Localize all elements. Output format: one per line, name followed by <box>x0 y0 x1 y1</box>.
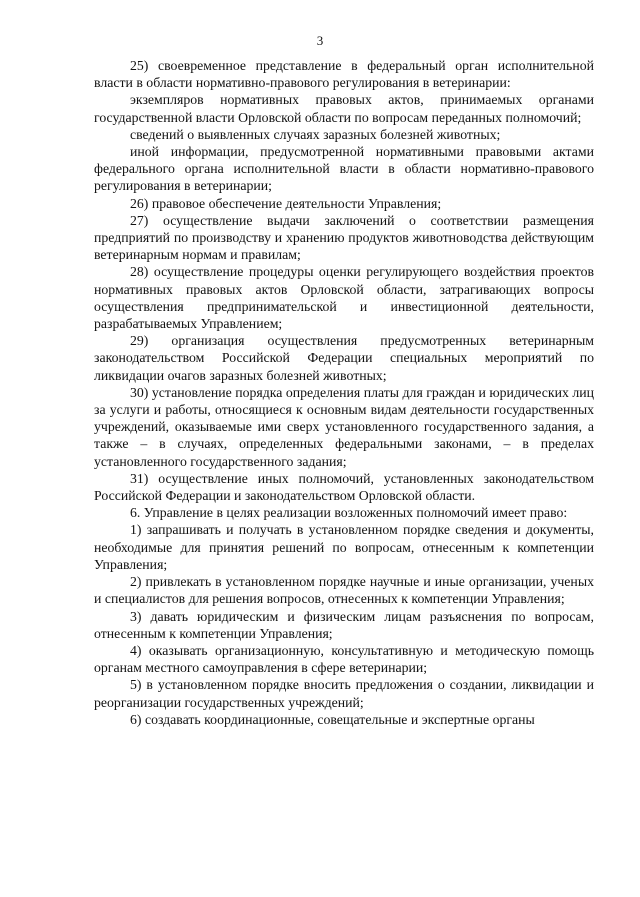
right-1: 1) запрашивать и получать в установленном порядке сведения и документы, необходимые для принятия решений по вопросам, отнесенным к компетенции Управления; <box>94 522 594 572</box>
paragraph-26: 26) правовое обеспечение деятельности Управления; <box>130 195 442 211</box>
paragraph-27: 27) осуществление выдачи заключений о соответствии размещения предприятий по производству и хранению продуктов животноводства действующим ветеринарным нормам и правилам; <box>94 212 594 263</box>
right-6: 6) создавать координационные, совещательные и экспертные органы <box>130 711 535 727</box>
right-2: 2) привлекать в установленном порядке научные и иные организации, ученых и специалистов для решения вопросов, отнесенных к компетенции Управления; <box>94 574 594 607</box>
paragraph-31: 31) осуществление иных полномочий, установленных законодательством Российской Федерации и законодательством Орловской области. <box>94 470 594 504</box>
right-5: 5) в установленном порядке вносить предложения о создании, ликвидации и реорганизации государственных учреждений; <box>94 677 594 710</box>
right-4: 4) оказывать организационную, консультативную и методическую помощь органам местного самоуправления в сфере ветеринарии; <box>94 642 594 676</box>
paragraph-28: 28) осуществление процедуры оценки регулирующего воздействия проектов нормативных правовых актов Орловской области, затрагивающих вопросы осуществления предпринимательской и инвестиционной деятельности, разрабатываемых Управлением; <box>94 264 594 332</box>
paragraph-25-cases: сведений о выявленных случаях заразных болезней животных; <box>130 126 501 142</box>
page-number: 3 <box>316 33 324 48</box>
paragraph-25-copies: экземпляров нормативных правовых актов, принимаемых органами государственной власти Орловской области по вопросам переданных полномочий; <box>94 92 594 125</box>
paragraph-29: 29) организация осуществления предусмотренных ветеринарным законодательством Российской Федерации специальных мероприятий по ликвидации очагов заразных болезней животных; <box>94 333 594 383</box>
document-body <box>94 57 594 728</box>
right-3: 3) давать юридическим и физическим лицам разъяснения по вопросам, отнесенным к компетенции Управления; <box>94 608 594 641</box>
paragraph-25-other-info: иной информации, предусмотренной нормативными правовыми актами федерального органа исполнительной власти в области нормативно-правового регулирования в ветеринарии; <box>94 144 594 194</box>
paragraph-25: 25) своевременное представление в федеральный орган исполнительной власти в области нормативно-правового регулирования в ветеринарии: <box>94 58 594 91</box>
section-6-intro: 6. Управление в целях реализации возложенных полномочий имеет право: <box>130 505 568 521</box>
paragraph-30: 30) установление порядка определения платы для граждан и юридических лиц за услуги и работы, относящиеся к основным видам деятельности государственных учреждений, оказываемые ими сверх установленного государственного задания, а также – в случаях, определенных федеральными законами, – в пределах установленного государственного задания; <box>94 384 594 469</box>
